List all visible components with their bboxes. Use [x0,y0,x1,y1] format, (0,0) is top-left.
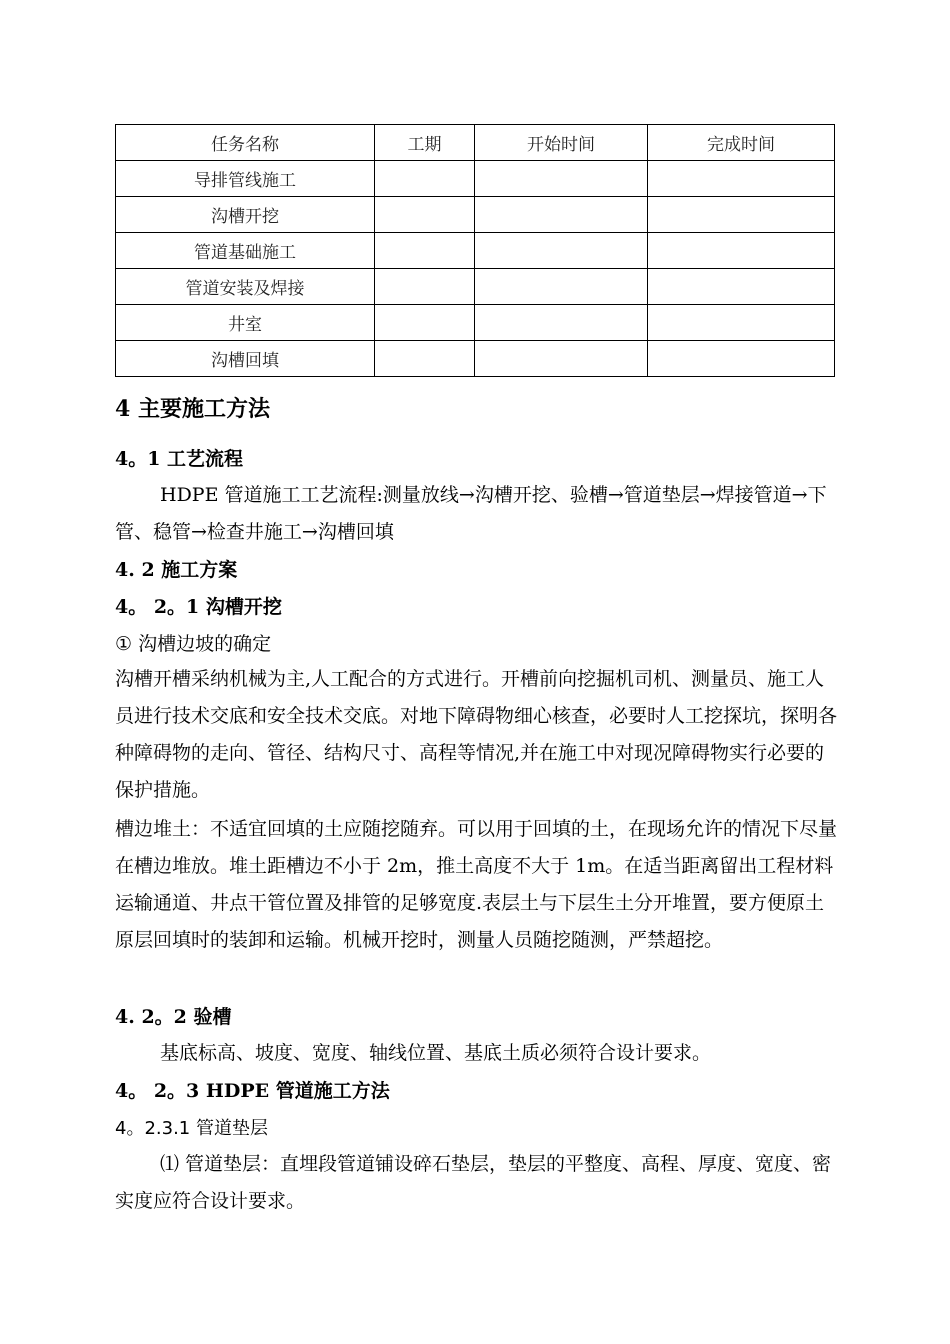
task-name-cell: 井室 [116,305,375,341]
process-flow-paragraph: HDPE 管道施工工艺流程:测量放线→沟槽开挖、验槽→管道垫层→焊接管道→下管、稳管→检查井施工→沟槽回填 [115,484,827,543]
start-cell [475,161,648,197]
trench-excavation-paragraph: 沟槽开槽采纳机械为主,人工配合的方式进行。开槽前向挖掘机司机、测量员、施工人员进行技术交底和安全技术交底。对地下障碍物细心核查，必要时人工挖探坑，探明各种障碍物的走向、管径、结构尺寸、高程等情况,并在施工中对现况障碍物实行必要的保护措施。 [115,668,838,801]
header-task-name: 任务名称 [116,125,375,161]
duration-cell [375,305,475,341]
duration-cell [375,161,475,197]
task-name-cell: 沟槽开挖 [116,197,375,233]
start-cell [475,341,648,377]
end-cell [648,161,835,197]
start-cell [475,269,648,305]
task-name-cell: 管道安装及焊接 [116,269,375,305]
spoil-pile-paragraph: 槽边堆土：不适宜回填的土应随挖随弃。可以用于回填的土，在现场允许的情况下尽量在槽边堆放。堆土距槽边不小于 2m，推土高度不大于 1m。在适当距离留出工程材料运输通道、井点干管位置及排管的足够宽度.表层土与下层生土分开堆置，要方便原土原层回填时的装卸和运输。机械开挖时，测量人员随挖随测，严禁超挖。 [115,818,838,951]
duration-cell [375,341,475,377]
schedule-table [115,124,835,377]
end-cell [648,305,835,341]
section-4-heading: 4 主要施工方法 [115,396,270,422]
table-row [116,233,835,269]
table-row [116,269,835,305]
table-header-row [116,125,835,161]
header-start-time: 开始时间 [475,125,648,161]
end-cell [648,269,835,305]
header-end-time: 完成时间 [648,125,835,161]
header-duration: 工期 [375,125,475,161]
section-4-2-3-heading: 4。 2。3 HDPE 管道施工方法 [115,1080,390,1102]
table-row [116,341,835,377]
table-row [116,305,835,341]
section-4-1-heading: 4。1 工艺流程 [115,448,244,470]
table-row [116,197,835,233]
start-cell [475,197,648,233]
table-row [116,161,835,197]
trench-slope-subheading: ① 沟槽边坡的确定 [115,633,272,655]
end-cell [648,233,835,269]
duration-cell [375,233,475,269]
section-4-2-1-heading: 4。 2。1 沟槽开挖 [115,596,282,618]
section-4-2-3-1-heading: 4。2.3.1 管道垫层 [115,1118,268,1139]
task-name-cell: 导排管线施工 [116,161,375,197]
duration-cell [375,269,475,305]
task-name-cell: 管道基础施工 [116,233,375,269]
end-cell [648,341,835,377]
duration-cell [375,197,475,233]
trench-inspection-paragraph: 基底标高、坡度、宽度、轴线位置、基底土质必须符合设计要求。 [160,1042,712,1064]
pipe-bedding-paragraph: ⑴ 管道垫层：直埋段管道铺设碎石垫层，垫层的平整度、高程、厚度、宽度、密实度应符合设计要求。 [115,1153,832,1212]
start-cell [475,305,648,341]
task-name-cell: 沟槽回填 [116,341,375,377]
end-cell [648,197,835,233]
section-4-2-heading: 4. 2 施工方案 [115,559,238,581]
start-cell [475,233,648,269]
section-4-2-2-heading: 4. 2。2 验槽 [115,1006,232,1028]
